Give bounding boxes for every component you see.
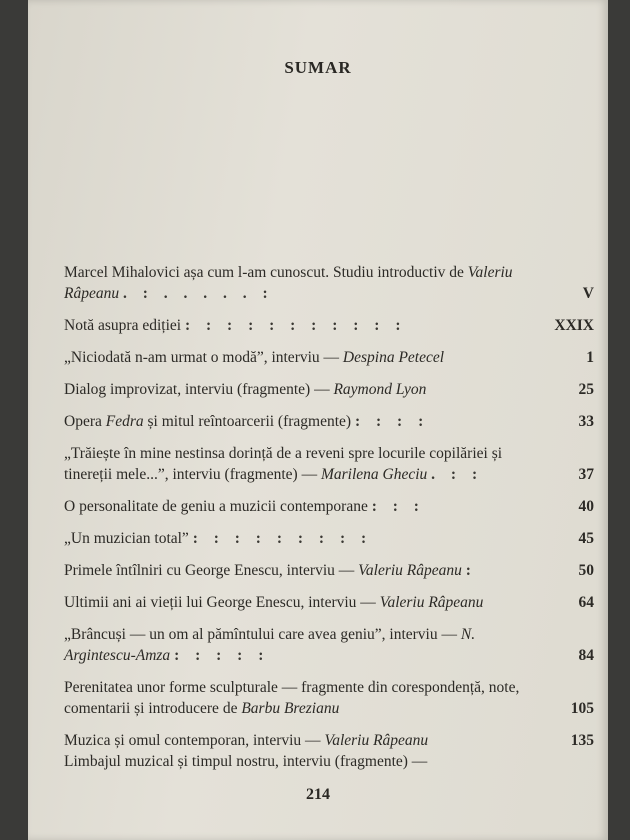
toc-page-number: 25 [578, 381, 594, 398]
toc-entry: „Niciodată n-am urmat o modă”, interviu — Despina Petecel 1 [64, 349, 594, 366]
toc-entry: „Brâncuși — un om al pămîntului care avea geniu”, interviu — N. Argintescu-Amza : : : : : 84 [64, 626, 594, 664]
toc-entry: Muzica și omul contemporan, interviu — Valeriu Râpeanu 135 [64, 732, 594, 749]
toc-page-number: 105 [570, 700, 594, 717]
toc-entry: Perenitatea unor forme sculpturale — fragmente din corespondență, note, comentarii și introducere de Barbu Brezianu 105 [64, 679, 594, 717]
toc-page-number: XXIX [554, 317, 594, 334]
toc-entry: Limbajul muzical și timpul nostru, interviu (fragmente) — [64, 753, 428, 770]
toc-page-number: 1 [586, 349, 594, 366]
toc-page-number: 37 [578, 466, 594, 483]
toc-entry: Opera Fedra și mitul reîntoarcerii (fragmente) : : : : 33 [64, 413, 594, 430]
page-title: SUMAR [284, 58, 352, 77]
toc-entry: Ultimii ani ai vieții lui George Enescu, interviu — Valeriu Râpeanu 64 [64, 594, 594, 611]
toc-page-number: 84 [578, 647, 594, 664]
toc-page-number: 40 [578, 498, 594, 515]
toc-entry: Primele întîlniri cu George Enescu, interviu — Valeriu Râpeanu : 50 [64, 562, 594, 579]
toc-entry: „Un muzician total” : : : : : : : : : 45 [64, 530, 594, 547]
toc-page-number: V [582, 285, 594, 302]
toc-entry: Marcel Mihalovici așa cum l-am cunoscut. Studiu introductiv de Valeriu Râpeanu . : . . . . . : V [64, 264, 594, 302]
page-number: 214 [306, 786, 330, 803]
toc-page-number: 45 [578, 530, 594, 547]
toc-entry: Notă asupra ediției : : : : : : : : : : : XXIX [64, 317, 594, 334]
toc-entry: „Trăiește în mine nestinsa dorință de a reveni spre locurile copilăriei și tinereții mele...”, interviu (fragmente) — Marilena Gheciu . : : 37 [64, 445, 594, 483]
table-of-contents [64, 262, 594, 783]
book-page [28, 0, 608, 840]
toc-entry: O personalitate de geniu a muzicii contemporane : : : 40 [64, 498, 594, 515]
toc-entry: Dialog improvizat, interviu (fragmente) — Raymond Lyon 25 [64, 381, 594, 398]
toc-page-number: 64 [578, 594, 594, 611]
toc-page-number: 33 [578, 413, 594, 430]
toc-page-number: 50 [578, 562, 594, 579]
toc-page-number: 135 [570, 732, 594, 749]
